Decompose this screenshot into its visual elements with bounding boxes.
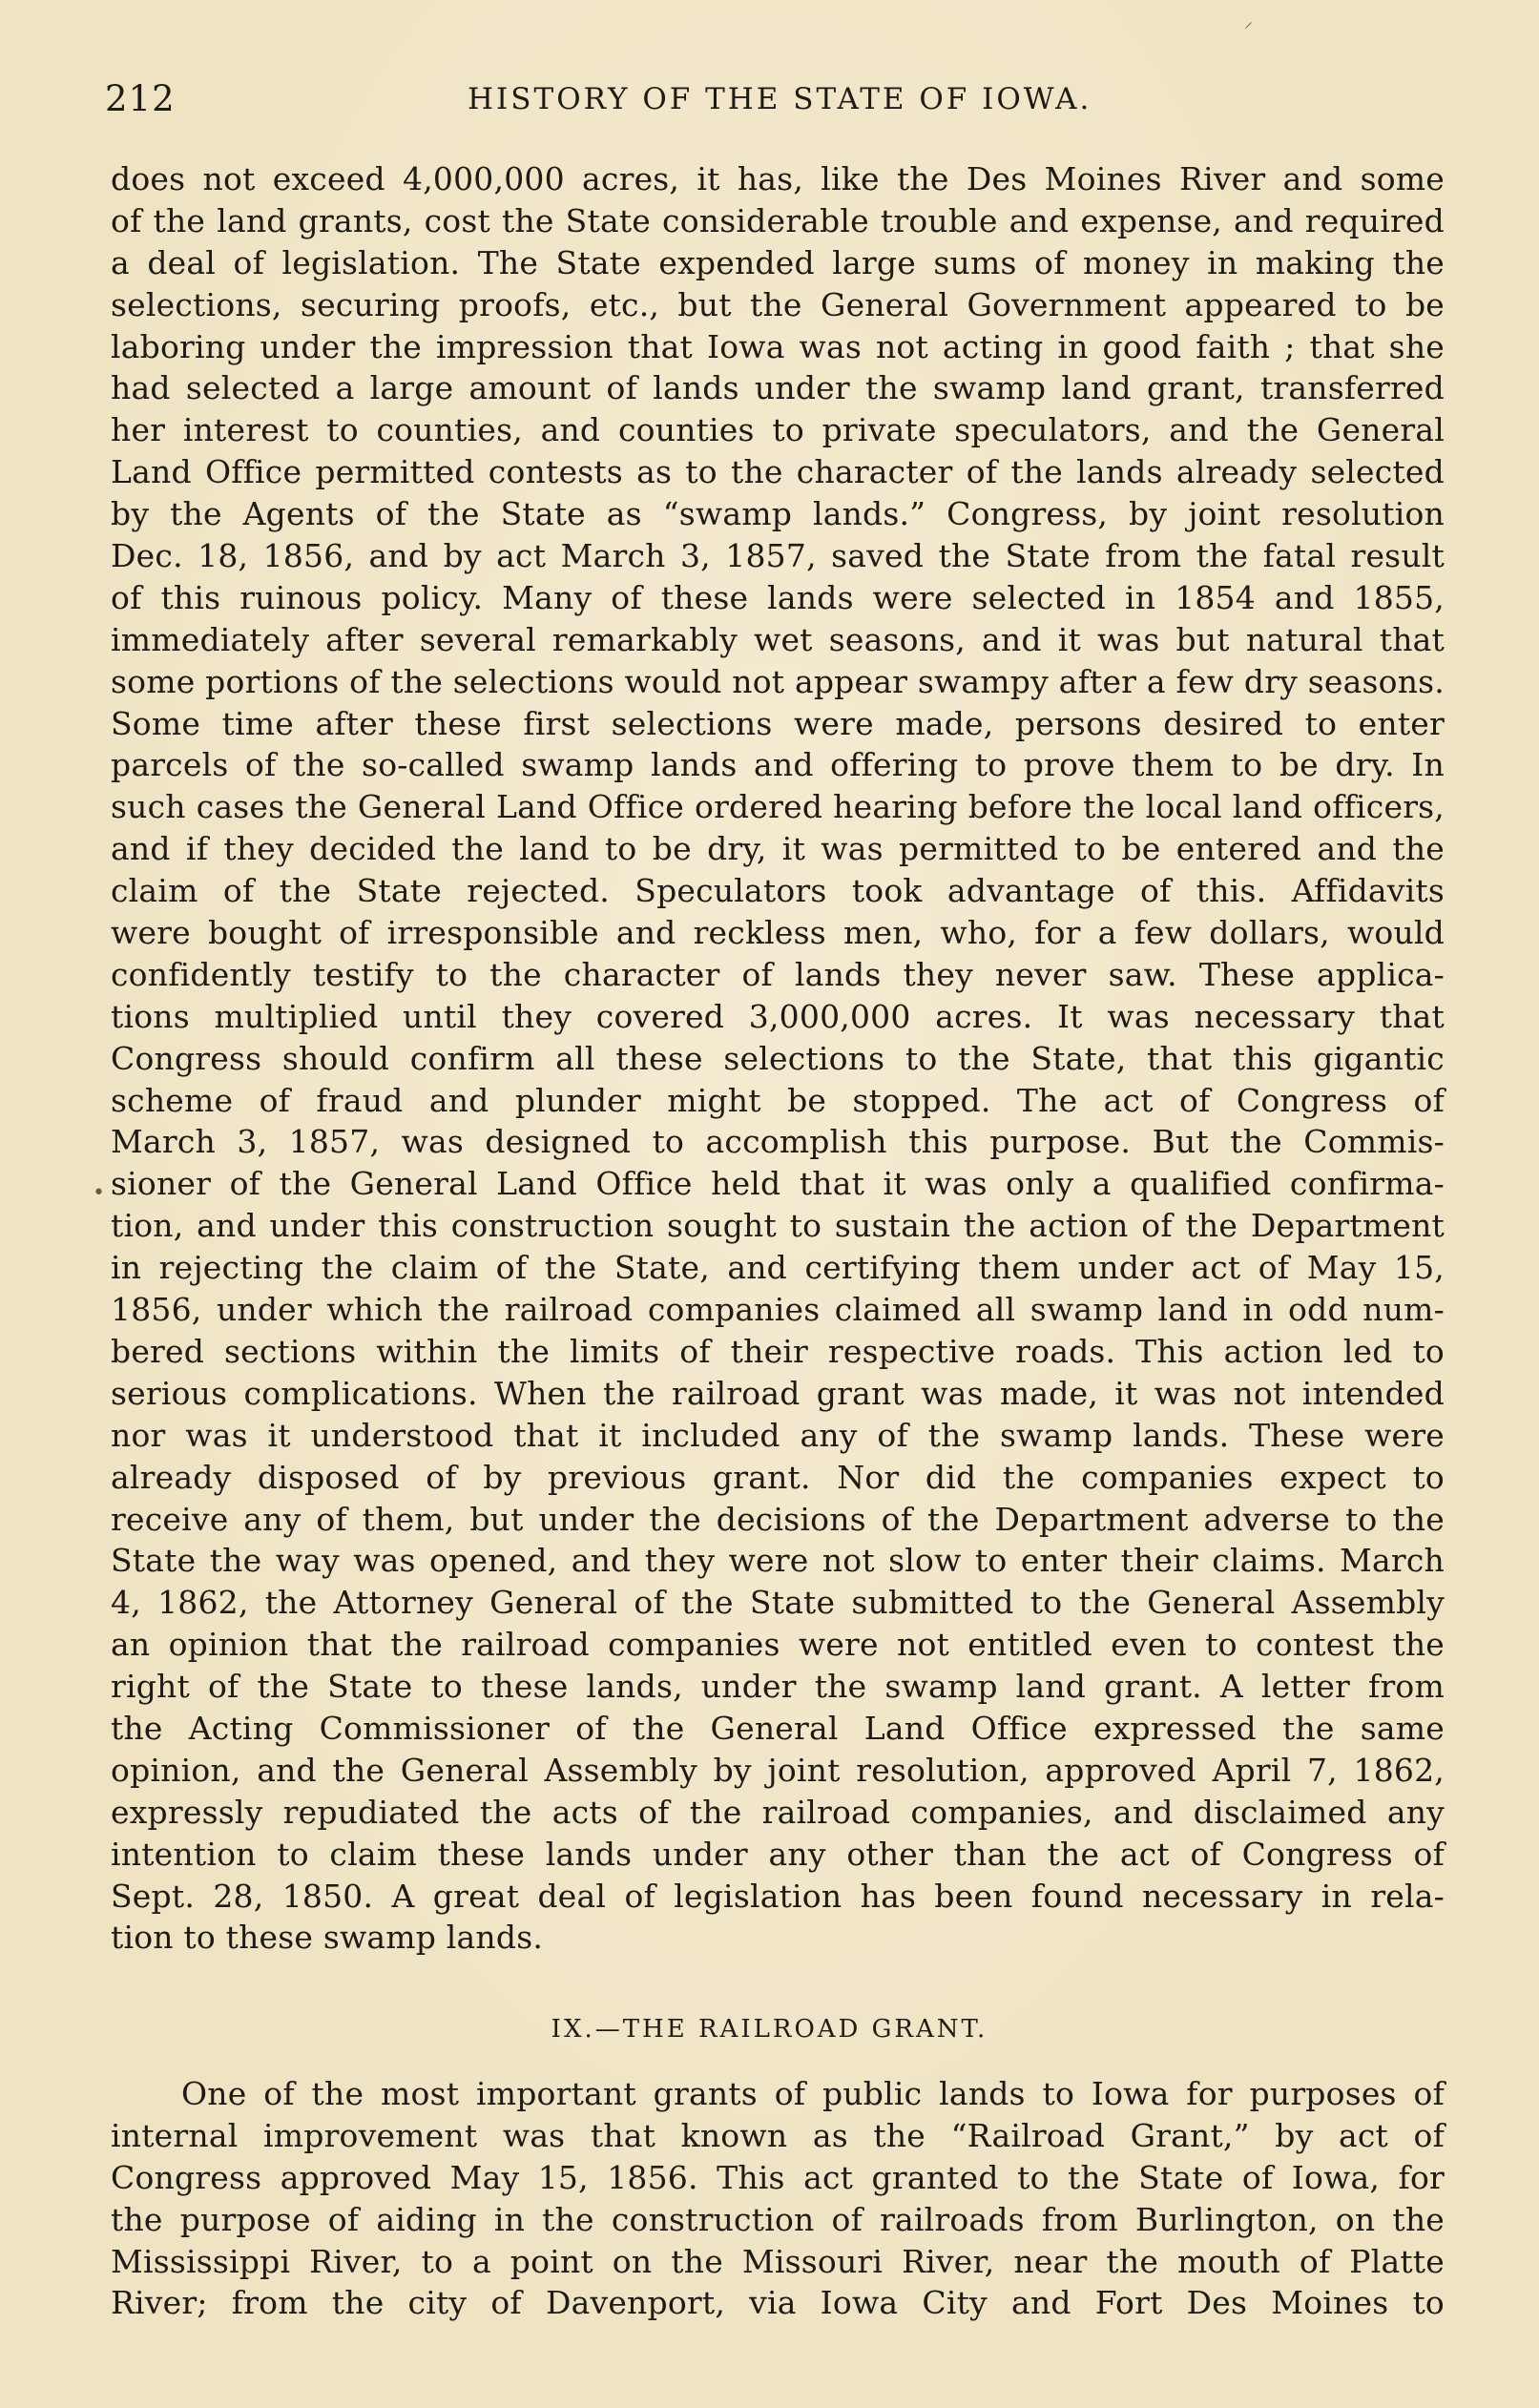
text-line: 4, 1862, the Attorney General of the State submitted to the General Assembly	[111, 1584, 1445, 1622]
text-line: nor was it understood that it included any of the swamp lands. These were	[111, 1416, 1445, 1454]
text-line: a deal of legislation. The State expended large sums of money in making the	[111, 243, 1445, 281]
text-line: tion to these swamp lands.	[111, 1919, 544, 1957]
text-line: opinion, and the General Assembly by joint resolution, approved April 7, 1862,	[111, 1751, 1445, 1789]
text-line: intention to claim these lands under any other than the act of Congress of	[111, 1835, 1445, 1873]
text-line: internal improvement was that known as the “Railroad Grant,” by act of	[111, 2116, 1445, 2154]
text-line: One of the most important grants of public lands to Iowa for purposes of	[181, 2075, 1445, 2112]
text-line: serious complications. When the railroad grant was made, it was not intended	[111, 1374, 1445, 1412]
text-line: scheme of fraud and plunder might be stopped. The act of Congress of	[111, 1081, 1445, 1119]
text-line: an opinion that the railroad companies were not entitled even to contest the	[111, 1626, 1445, 1664]
text-line: Mississippi River, to a point on the Missouri River, near the mouth of Platte	[111, 2242, 1445, 2280]
text-line: Dec. 18, 1856, and by act March 3, 1857, saved the State from the fatal result	[111, 537, 1445, 575]
text-line: Some time after these first selections were made, persons desired to enter	[111, 704, 1445, 742]
text-line: tions multiplied until they covered 3,000,000 acres. It was necessary that	[111, 997, 1445, 1035]
text-line: were bought of irresponsible and reckless men, who, for a few dollars, would	[111, 914, 1445, 952]
text-line: already disposed of by previous grant. Nor did the companies expect to	[111, 1458, 1445, 1496]
text-line: of this ruinous policy. Many of these lands were selected in 1854 and 1855,	[111, 578, 1445, 616]
text-line: laboring under the impression that Iowa was not acting in good faith ; that she	[111, 327, 1445, 365]
text-line: some portions of the selections would not appear swampy after a few dry seasons.	[111, 662, 1445, 700]
text-line: March 3, 1857, was designed to accomplish this purpose. But the Commis-	[111, 1123, 1445, 1161]
text-line: Congress should confirm all these selections to the State, that this gigantic	[111, 1039, 1445, 1077]
text-line: right of the State to these lands, under the swamp land grant. A letter from	[111, 1668, 1445, 1706]
text-line: Congress approved May 15, 1856. This act granted to the State of Iowa, for	[111, 2158, 1445, 2196]
page-number: 212	[105, 78, 176, 119]
text-line: receive any of them, but under the decisions of the Department adverse to the	[111, 1500, 1445, 1538]
text-line: such cases the General Land Office ordered hearing before the local land officers,	[111, 788, 1445, 826]
section-heading: IX.—THE RAILROAD GRANT.	[551, 2015, 988, 2044]
text-line: by the Agents of the State as “swamp lands.” Congress, by joint resolution	[111, 495, 1445, 533]
text-line: the Acting Commissioner of the General Land Office expressed the same	[111, 1709, 1445, 1747]
section-text	[111, 2073, 1445, 2324]
text-line: had selected a large amount of lands under the swamp land grant, transferred	[111, 369, 1445, 407]
text-line: and if they decided the land to be dry, it was permitted to be entered and the	[111, 830, 1445, 868]
margin-mark: •	[93, 1181, 105, 1205]
running-head	[105, 78, 1441, 126]
text-line: Sept. 28, 1850. A great deal of legislation has been found necessary in rela-	[111, 1877, 1445, 1915]
text-line: bered sections within the limits of their respective roads. This action led to	[111, 1332, 1445, 1370]
text-line: State the way was opened, and they were not slow to enter their claims. March	[111, 1542, 1445, 1580]
text-line: claim of the State rejected. Speculators took advantage of this. Affidavits	[111, 872, 1445, 910]
text-line: 1856, under which the railroad companies claimed all swamp land in odd num-	[111, 1291, 1445, 1329]
text-line: in rejecting the claim of the State, and certifying them under act of May 15,	[111, 1249, 1445, 1287]
text-line: immediately after several remarkably wet seasons, and it was but natural that	[111, 620, 1445, 658]
text-line: parcels of the so-called swamp lands and offering to prove them to be dry. In	[111, 746, 1445, 784]
body-text	[111, 158, 1445, 1959]
text-line: does not exceed 4,000,000 acres, it has, like the Des Moines River and some	[111, 160, 1445, 197]
text-line: of the land grants, cost the State considerable trouble and expense, and required	[111, 201, 1445, 239]
text-line: selections, securing proofs, etc., but the General Government appeared to be	[111, 285, 1445, 323]
text-line: the purpose of aiding in the construction of railroads from Burlington, on the	[111, 2200, 1445, 2238]
text-line: sioner of the General Land Office held that it was only a qualified confirma-	[111, 1165, 1445, 1203]
text-line: expressly repudiated the acts of the railroad companies, and disclaimed any	[111, 1793, 1445, 1831]
text-line: tion, and under this construction sought to sustain the action of the Department	[111, 1207, 1445, 1245]
running-title: HISTORY OF THE STATE OF IOWA.	[468, 82, 1092, 116]
text-line: River; from the city of Davenport, via Iowa City and Fort Des Moines to	[111, 2284, 1445, 2322]
text-line: confidently testify to the character of lands they never saw. These applica-	[111, 955, 1445, 993]
corner-mark: ⸍	[1244, 19, 1253, 39]
text-line: Land Office permitted contests as to the character of the lands already selected	[111, 453, 1445, 491]
text-line: her interest to counties, and counties to private speculators, and the General	[111, 411, 1445, 449]
